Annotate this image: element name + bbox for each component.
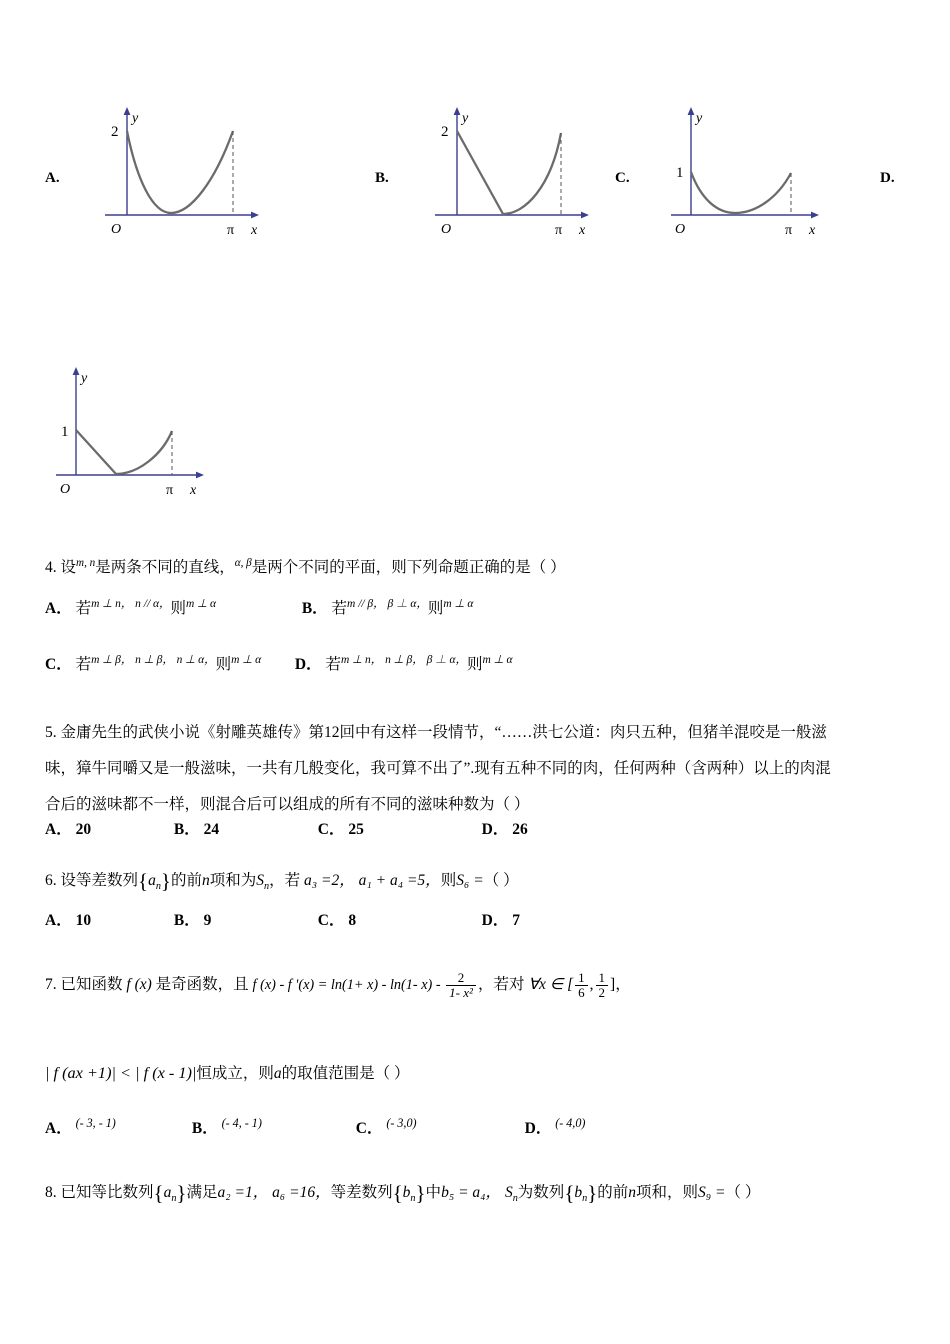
graph-a-svg	[75, 95, 265, 245]
q5-option-b[interactable]	[174, 822, 314, 838]
q7-domain-frac2-num: 1	[596, 971, 609, 986]
q5-option-b-value: 24	[203, 821, 220, 838]
q7-domain-open: ∀x ∈ [	[528, 976, 574, 993]
svg-text:x: x	[190, 483, 197, 498]
q4-stem-2: 是两条不同的直线，	[95, 559, 235, 577]
q6-a14: a₁ + a₄ =5，	[358, 872, 441, 889]
q4-vars-mn: m, n	[76, 557, 96, 569]
q7-fraction-num: 2	[446, 971, 476, 986]
svg-text:π: π	[555, 223, 563, 238]
q8-a6: a₆ =16，	[272, 1184, 331, 1201]
q7-domain-sep: ,	[589, 976, 594, 993]
q7-domain-frac2	[596, 971, 609, 1000]
q7-fx: f (x)	[126, 976, 152, 993]
q6-option-d-value: 7	[512, 912, 520, 929]
q4-option-d[interactable]	[295, 655, 513, 673]
svg-text:y: y	[462, 111, 469, 126]
q4-option-c-cond: m ⊥ β， n ⊥ β， n ⊥ α，	[91, 654, 216, 666]
q7-domain-close: ]，	[610, 976, 631, 993]
svg-text:π: π	[166, 483, 174, 498]
q6-option-c-key: C．	[317, 912, 345, 929]
q7-option-b-key: B．	[191, 1120, 218, 1138]
svg-text:O: O	[441, 222, 452, 237]
q8-brace-b2-close: }	[587, 1181, 598, 1206]
q7-option-d[interactable]	[525, 1117, 586, 1137]
q8-seq-b2: b	[574, 1184, 583, 1201]
q8-text-a: 已知等比数列	[60, 1184, 154, 1201]
question-4-options-row2	[45, 655, 910, 673]
graph-options-row	[0, 95, 950, 255]
question-6-options	[45, 913, 910, 929]
q4-option-c[interactable]	[45, 655, 261, 673]
question-5-text-1: 金庸先生的武侠小说《射雕英雄传》第12回中有这样一段情节，“……洪七公道：肉只五种，但猪羊混咬是一般滋	[60, 724, 827, 741]
q7-fraction-den: 1- x²	[449, 984, 473, 1000]
q7-text-b: 是奇函数，且	[155, 976, 249, 993]
q4-option-a-key: A．	[45, 600, 72, 618]
q8-text-c: 等差数列	[330, 1184, 393, 1201]
svg-text:O: O	[675, 222, 686, 237]
q4-option-b-key: B．	[301, 600, 328, 618]
q7-formula-lhs: f (x) - f '(x) = ln(1+ x) - ln(1- x) -	[252, 977, 445, 993]
q6-option-d[interactable]	[482, 913, 520, 929]
q6-text-c: 项和为	[209, 872, 257, 889]
q4-option-c-prefix: 若	[75, 656, 92, 674]
q4-option-a-then: 则	[170, 600, 187, 618]
q8-brace-b-open: {	[392, 1181, 403, 1206]
question-6	[45, 863, 910, 905]
q5-option-b-key: B．	[173, 821, 200, 838]
q8-text-f: 的前	[597, 1184, 629, 1201]
svg-text:1: 1	[676, 165, 684, 181]
q8-text-g: 项和，则	[636, 1184, 699, 1201]
question-7-stem	[45, 963, 910, 1007]
q6-Sn: S	[256, 872, 264, 889]
q7-a-var: a	[273, 1065, 282, 1082]
q8-a2: a₂ =1，	[217, 1184, 269, 1201]
q6-text-a: 设等差数列	[60, 872, 139, 889]
question-6-stem	[45, 863, 910, 905]
graph-c-svg	[645, 95, 825, 245]
q4-option-d-then: 则	[467, 656, 483, 674]
svg-text:2: 2	[441, 124, 449, 140]
q7-text-e: 的取值范围是（ ）	[281, 1065, 410, 1082]
q7-text-a: 已知函数	[60, 976, 123, 993]
q7-option-a-key: A．	[45, 1120, 72, 1138]
q5-option-a[interactable]	[45, 822, 170, 838]
q8-S9: S₉ =	[698, 1184, 726, 1201]
svg-text:y: y	[81, 371, 88, 386]
question-4	[45, 545, 910, 586]
svg-text:y: y	[696, 111, 703, 126]
q6-seq-a-sub: n	[155, 881, 161, 893]
q7-domain-frac2-den: 2	[598, 984, 606, 1000]
q6-text-e: 则	[440, 872, 457, 889]
svg-text:2: 2	[111, 124, 119, 140]
q7-option-d-key: D．	[524, 1120, 552, 1138]
q5-option-a-value: 20	[75, 821, 92, 838]
question-7-condition	[45, 1065, 910, 1082]
q6-a3: a₃ =2，	[304, 872, 355, 889]
graph-option-b-label: B.	[375, 170, 389, 186]
graph-option-c-label: C.	[615, 170, 630, 186]
svg-text:x: x	[809, 223, 816, 238]
q8-brace-a-open: {	[153, 1181, 164, 1206]
q7-option-c-key: C．	[355, 1120, 383, 1138]
svg-text:1: 1	[61, 424, 69, 440]
graph-b-svg	[405, 95, 595, 245]
q8-b5: b₅ = a₄，	[441, 1184, 502, 1201]
q4-option-c-then: 则	[215, 656, 232, 674]
q8-seq-b: b	[402, 1184, 411, 1201]
q4-stem-1: 设	[60, 559, 77, 577]
q8-text-e: 为数列	[517, 1184, 565, 1201]
q6-option-d-key: D．	[481, 912, 509, 929]
q6-option-c-value: 8	[348, 912, 357, 929]
q5-option-c-value: 25	[348, 821, 364, 838]
question-5-options	[45, 822, 910, 838]
q6-option-b-key: B．	[173, 912, 200, 929]
q4-option-d-prefix: 若	[325, 656, 341, 674]
svg-text:π: π	[785, 223, 793, 238]
q7-option-b-value: (- 4, - 1)	[221, 1116, 262, 1130]
q8-seq-b2-sub: n	[582, 1193, 588, 1205]
question-8	[45, 1175, 910, 1217]
question-7	[45, 963, 910, 1007]
q8-brace-a-close: }	[176, 1181, 187, 1206]
q6-S6: S₆ =	[456, 872, 484, 889]
q4-option-d-concl: m ⊥ α	[482, 654, 513, 666]
question-4-number: 4.	[45, 559, 57, 577]
q6-brace-open: {	[138, 869, 149, 894]
q6-tail: （ ）	[483, 872, 519, 889]
question-8-number: 8.	[45, 1184, 57, 1201]
q8-n2: n	[628, 1184, 637, 1201]
question-7-number: 7.	[45, 976, 57, 993]
q6-option-b[interactable]	[174, 913, 314, 929]
q4-stem-3: 是两个不同的平面，则下列命题正确的是（ ）	[251, 559, 566, 577]
q8-brace-b2-open: {	[564, 1181, 575, 1206]
q6-option-c[interactable]	[318, 913, 478, 929]
question-6-number: 6.	[45, 872, 57, 889]
q4-option-a-cond: m ⊥ n， n // α，	[91, 598, 171, 610]
q4-option-d-key: D．	[294, 656, 322, 674]
q6-n: n	[201, 872, 210, 889]
q7-option-c-value: (- 3,0)	[386, 1116, 417, 1130]
q7-option-c[interactable]	[356, 1117, 521, 1137]
q5-option-c-key: C．	[317, 821, 345, 838]
question-4-stem	[45, 545, 910, 586]
q7-option-b[interactable]	[192, 1117, 352, 1137]
svg-text:π: π	[227, 223, 235, 238]
q5-option-d-value: 26	[512, 821, 528, 838]
q7-domain-frac1-den: 6	[578, 984, 585, 1000]
q4-option-b-cond: m // β， β ⊥ α，	[347, 598, 428, 610]
q8-seq-b-sub: n	[410, 1193, 416, 1205]
q6-option-a-key: A．	[45, 912, 72, 929]
q6-text-b: 的前	[170, 872, 202, 889]
q4-option-c-key: C．	[45, 656, 72, 674]
q7-fraction	[446, 971, 476, 1000]
question-4-options-row1	[45, 599, 910, 617]
q4-option-a-prefix: 若	[75, 600, 92, 618]
svg-text:O: O	[60, 482, 71, 497]
svg-text:y: y	[132, 111, 139, 126]
q8-brace-b-close: }	[415, 1181, 426, 1206]
q7-text-d: 恒成立，则	[196, 1065, 274, 1082]
q6-option-a[interactable]	[45, 913, 170, 929]
q4-vars-ab: α, β	[234, 557, 252, 569]
q6-Sn-sub: n	[264, 881, 270, 893]
svg-text:x: x	[579, 223, 586, 238]
q6-text-d: ，若	[269, 872, 301, 889]
q7-text-c: ，若对	[477, 976, 525, 993]
q4-option-a-concl: m ⊥ α	[186, 598, 217, 610]
question-7-options	[45, 1117, 910, 1137]
q6-seq-a: a	[148, 872, 156, 889]
q8-Sn: S	[504, 1184, 513, 1201]
graph-option-a-label: A.	[45, 170, 60, 186]
svg-text:x: x	[251, 223, 258, 238]
q4-option-a[interactable]	[45, 599, 216, 617]
q7-option-a-value: (- 3, - 1)	[75, 1116, 116, 1130]
question-5-line2: 味，獐牛同嚼又是一般滋味，一共有几般变化，我可算不出了”.现有五种不同的肉，任何两种（含两种）以上的肉混	[45, 760, 831, 777]
q5-option-d-key: D．	[481, 821, 509, 838]
q7-domain-frac1-num: 1	[575, 971, 588, 986]
q6-option-a-value: 10	[75, 912, 92, 929]
q4-option-b[interactable]	[302, 599, 474, 617]
q5-option-c[interactable]	[318, 822, 478, 838]
question-5-number: 5.	[45, 724, 57, 741]
q8-seq-a: a	[163, 1184, 172, 1201]
question-8-stem	[45, 1175, 910, 1217]
q5-option-d[interactable]	[482, 822, 528, 838]
q4-option-b-concl: m ⊥ α	[443, 598, 474, 610]
q4-option-b-prefix: 若	[331, 600, 348, 618]
q4-option-d-cond: m ⊥ n， n ⊥ β， β ⊥ α，	[341, 654, 467, 666]
q8-text-b: 满足	[186, 1184, 218, 1201]
q4-option-c-concl: m ⊥ α	[231, 654, 262, 666]
q7-option-d-value: (- 4,0)	[555, 1116, 586, 1130]
q7-domain-frac1	[575, 971, 588, 1000]
question-5	[45, 715, 910, 823]
graph-d-svg	[30, 355, 220, 505]
question-5-line1	[45, 715, 910, 751]
q8-Sn-sub: n	[512, 1193, 518, 1205]
q7-option-a[interactable]	[45, 1117, 188, 1137]
graph-option-d-label: D.	[880, 170, 895, 186]
q8-text-d: 中	[425, 1184, 442, 1201]
svg-text:O: O	[111, 222, 122, 237]
q6-option-b-value: 9	[203, 912, 212, 929]
q5-option-a-key: A．	[45, 821, 72, 838]
q7-inequality: | f (ax +1)| < | f (x - 1)|	[45, 1064, 197, 1082]
q4-option-b-then: 则	[427, 600, 444, 618]
question-5-line3: 合后的滋味都不一样，则混合后可以组成的所有不同的滋味种数为（ ）	[45, 796, 530, 813]
q8-tail: （ ）	[725, 1184, 761, 1201]
q6-brace-close: }	[160, 869, 171, 894]
q8-seq-a-sub: n	[171, 1193, 177, 1205]
